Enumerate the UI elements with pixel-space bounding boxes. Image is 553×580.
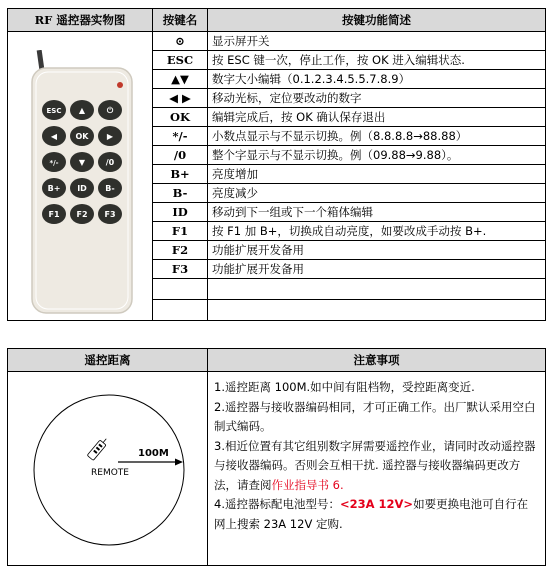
remote-button-label: ID <box>77 184 87 193</box>
remote-control-image <box>30 50 135 315</box>
remote-button-label: ▼ <box>78 158 86 167</box>
remote-button-label: ▲ <box>78 106 86 115</box>
remote-button-label: B- <box>105 184 115 193</box>
remote-label: REMOTE <box>91 468 129 478</box>
key-name: ◀ ▶ <box>153 89 208 108</box>
key-name: F1 <box>153 222 208 241</box>
note-4 <box>214 495 539 534</box>
key-desc: 整个字显示与不显示切换。例（09.88→9.88）。 <box>208 146 546 165</box>
key-desc: 功能扩展开发备用 <box>208 260 546 279</box>
key-name: OK <box>153 108 208 127</box>
remote-button-label: ⏻ <box>106 106 114 115</box>
key-name: B+ <box>153 165 208 184</box>
key-desc: 数字大小编辑（0.1.2.3.4.5.5.7.8.9） <box>208 70 546 89</box>
remote-button-label: F3 <box>104 210 116 219</box>
header-remote-photo: RF 遥控器实物图 <box>8 9 153 32</box>
key-desc: 移动光标，定位要改动的数字 <box>208 89 546 108</box>
key-name: ⊙ <box>153 32 208 51</box>
key-name: /0 <box>153 146 208 165</box>
key-desc: 按 ESC 键一次，停止工作，按 OK 进入编辑状态. <box>208 51 546 70</box>
header-key-name: 按键名 <box>153 9 208 32</box>
key-desc: 编辑完成后，按 OK 确认保存退出 <box>208 108 546 127</box>
remote-button-label: /0 <box>105 158 115 167</box>
key-name: F3 <box>153 260 208 279</box>
key-name: F2 <box>153 241 208 260</box>
notes-table <box>7 348 546 566</box>
notes-cell <box>208 372 546 566</box>
remote-icon <box>87 436 109 460</box>
distance-label: 100M <box>138 448 169 459</box>
note-4-text: 4.遥控器标配电池型号： <box>214 497 340 511</box>
key-function-table <box>7 8 546 321</box>
key-name: ESC <box>153 51 208 70</box>
key-desc: 小数点显示与不显示切换。例（8.8.8.8→88.88） <box>208 127 546 146</box>
header-notes: 注意事项 <box>208 349 546 372</box>
remote-button-label: */- <box>49 159 59 167</box>
led-indicator <box>117 82 123 88</box>
remote-button-label: F2 <box>76 210 88 219</box>
key-desc: 按 F1 加 B+，切换成自动亮度，如要改成手动按 B+. <box>208 222 546 241</box>
header-key-function: 按键功能简述 <box>208 9 546 32</box>
note-1: 1.遥控距离 100M.如中间有阻档物，受控距离变近. <box>214 380 475 394</box>
note-4-text-b: 如要更换电池可自行在网上搜索 23A 12V 定购. <box>214 497 529 531</box>
note-4-battery: <23A 12V> <box>339 497 414 511</box>
key-name-empty <box>153 300 208 321</box>
note-2: 2.遥控器与接收器编码相同，才可正确工作。出厂默认采用空白制式编码。 <box>214 399 536 433</box>
remote-photo-cell <box>8 32 153 321</box>
key-name: ID <box>153 203 208 222</box>
note-3-link: 作业指导书 6. <box>271 477 344 492</box>
key-desc: 亮度增加 <box>208 165 546 184</box>
key-name-empty <box>153 279 208 300</box>
key-desc: 功能扩展开发备用 <box>208 241 546 260</box>
remote-button-label: B+ <box>47 184 61 193</box>
key-desc-empty <box>208 279 546 300</box>
key-name: B- <box>153 184 208 203</box>
key-desc: 显示屏开关 <box>208 32 546 51</box>
remote-button-label: ESC <box>46 107 62 115</box>
distance-diagram <box>8 372 206 562</box>
key-name: */- <box>153 127 208 146</box>
remote-button-label: F1 <box>48 210 60 219</box>
remote-button-label: ▶ <box>106 132 114 141</box>
note-3 <box>214 437 539 496</box>
distance-diagram-cell <box>8 372 208 566</box>
key-desc: 亮度减少 <box>208 184 546 203</box>
key-name: ▲▼ <box>153 70 208 89</box>
key-desc-empty <box>208 300 546 321</box>
header-remote-distance: 遥控距离 <box>8 349 208 372</box>
remote-button-label: OK <box>75 132 89 141</box>
key-desc: 移动到下一组或下一个箱体编辑 <box>208 203 546 222</box>
remote-button-label: ◀ <box>50 132 58 141</box>
note-3-text: 3.相近位置有其它组别数字屏需要遥控作业，请同时改动遥控器与接收器编码。否则会互相干扰. 遥控器与接收器编码更改方法，请查阅 <box>214 438 536 492</box>
